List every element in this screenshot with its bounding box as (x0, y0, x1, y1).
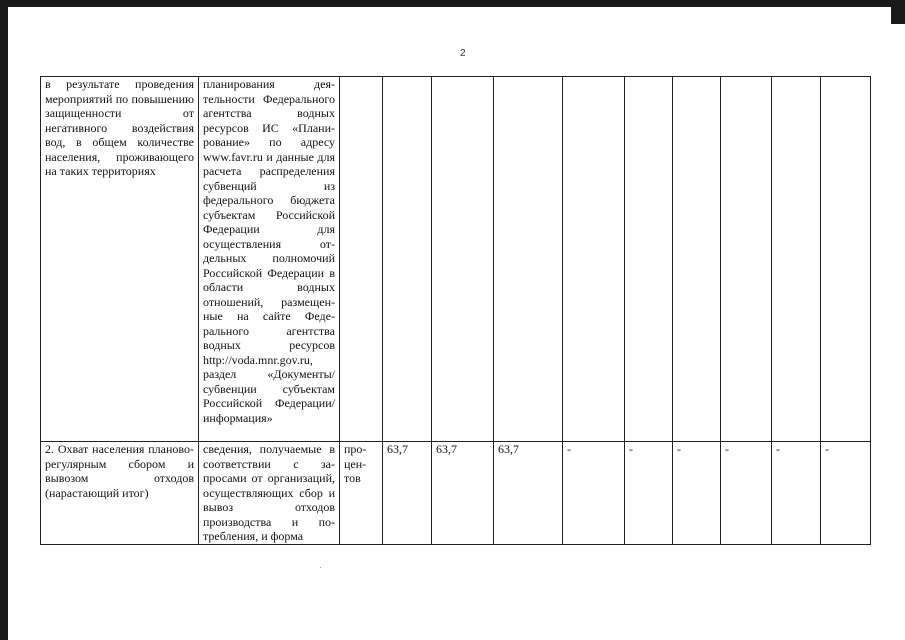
value-cell: 63,7 (383, 442, 432, 545)
value-cell: - (821, 442, 871, 545)
value-cell (432, 77, 494, 442)
value-cell (673, 77, 721, 442)
scan-edge-left (0, 0, 8, 640)
scan-dot (320, 567, 321, 568)
value-cell: - (772, 442, 821, 545)
unit-cell (340, 77, 383, 442)
value-cell (383, 77, 432, 442)
value-cell (625, 77, 673, 442)
table-row (41, 442, 871, 545)
value-cell (721, 77, 772, 442)
indicator-cell: 2. Охват населения планово-регулярным сбором и вывозом отходов (нарастающий итог) (41, 442, 199, 545)
value-cell: - (673, 442, 721, 545)
value-cell (821, 77, 871, 442)
table-row (41, 77, 871, 442)
page-number: 2 (460, 48, 466, 59)
value-cell (494, 77, 563, 442)
scan-edge-top (0, 0, 905, 7)
value-cell: - (721, 442, 772, 545)
value-cell (772, 77, 821, 442)
value-cell (563, 77, 625, 442)
source-cell: сведения, получаемые в соответствии с запросами от организаций, осуществляющих сбор и вывоз отходов производства и потребления, и форма (199, 442, 340, 545)
value-cell: - (625, 442, 673, 545)
value-cell: 63,7 (432, 442, 494, 545)
unit-cell: процентов (340, 442, 383, 545)
indicator-cell: в результате проведения мероприятий по повышению защищенности от негативного воздействия вод, в общем количестве населения, проживающего на таких территориях (41, 77, 199, 442)
indicator-table (40, 76, 871, 545)
value-cell: 63,7 (494, 442, 563, 545)
value-cell: - (563, 442, 625, 545)
scan-edge-corner (891, 0, 905, 24)
source-cell: планирования деятельности Федерального агентства водных ресурсов ИС «Планирование» по адресу www.favr.ru и данные для расчета распределения субвенций из федерального бюджета субъектам Российской Федерации для осуществления отдельных полномочий Российской Федерации в области водных отношений, размещенные на сайте Федерального агентства водных ресурсов http://voda.mnr.gov.ru, раздел «Документы/субвенции субъектам Российской Федерации/информация» (199, 77, 340, 442)
